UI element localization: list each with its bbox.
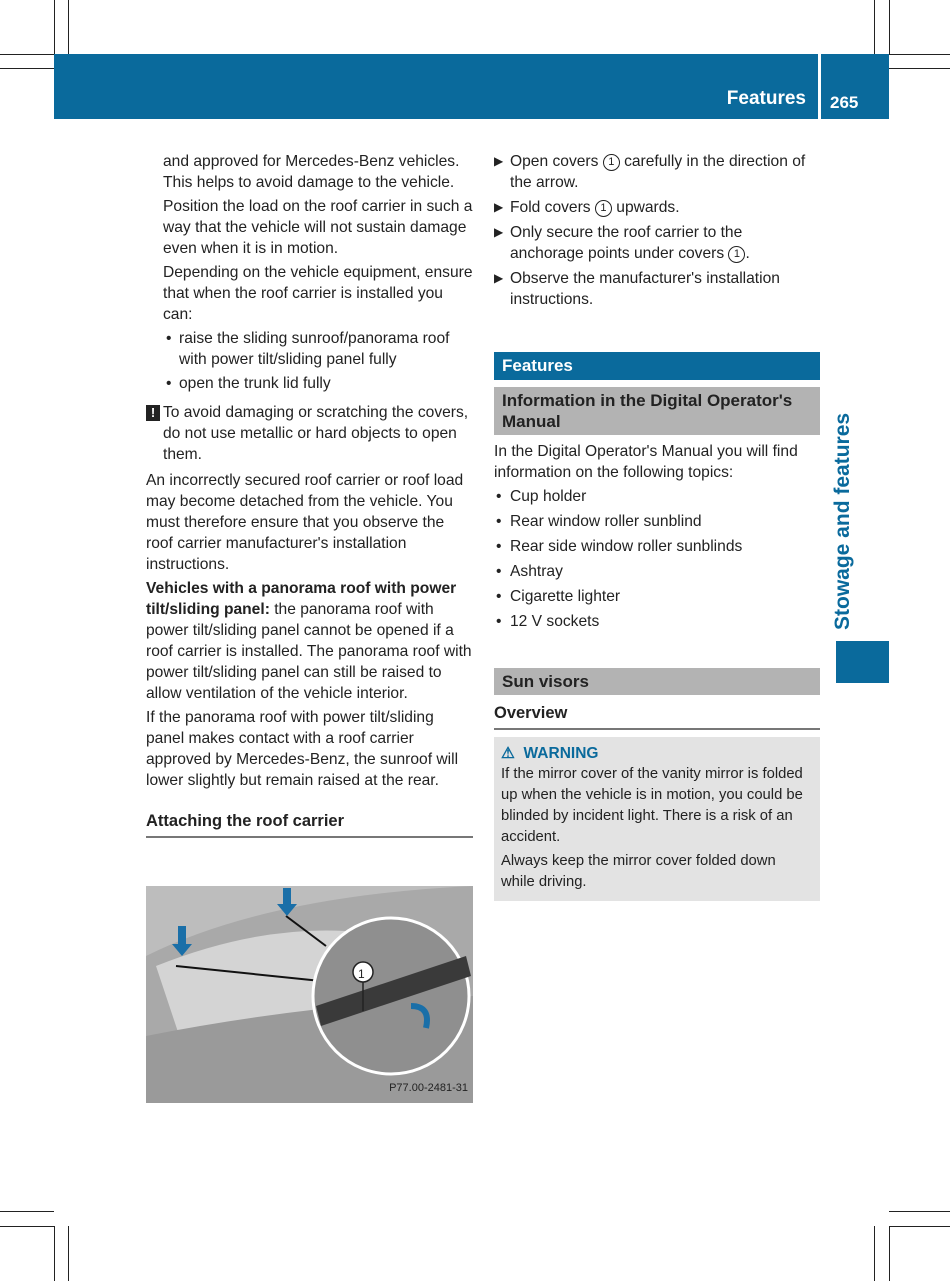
callout-number: 1 xyxy=(595,200,612,217)
right-column xyxy=(494,151,820,901)
callout-number: 1 xyxy=(728,246,745,263)
step-arrow-icon: ▶ xyxy=(494,225,504,239)
warning-triangle-icon: ⚠ xyxy=(501,745,515,762)
paragraph xyxy=(146,578,473,704)
crop-mark xyxy=(889,68,950,69)
instruction-step: ▶ Open covers 1 carefully in the direction of the arrow. xyxy=(494,153,806,191)
crop-mark xyxy=(0,1211,54,1212)
topic-heading: Information in the Digital Operator's Manual xyxy=(494,387,820,435)
crop-mark xyxy=(54,1226,55,1281)
callout-number: 1 xyxy=(358,967,365,981)
step-arrow-icon: ▶ xyxy=(494,200,504,214)
paragraph: Position the load on the roof carrier in such a way that the vehicle will not sustain damage even when it is in motion. xyxy=(163,198,473,257)
callout-number: 1 xyxy=(603,154,620,171)
warning-box xyxy=(494,737,820,901)
left-column xyxy=(146,151,473,838)
step-arrow-icon: ▶ xyxy=(494,154,504,168)
crop-mark xyxy=(874,0,875,54)
roof-carrier-illustration xyxy=(146,886,473,1103)
crop-mark xyxy=(889,54,950,55)
header-divider xyxy=(818,54,821,119)
section-heading: Features xyxy=(494,352,820,380)
crop-mark xyxy=(54,0,55,54)
paragraph: If the panorama roof with power tilt/sliding panel makes contact with a roof carrier approved by Mercedes-Benz, the sunroof will lower slightly but remain raised at the rear. xyxy=(146,709,459,789)
side-tab-marker xyxy=(836,641,889,683)
paragraph-text: the panorama roof with power tilt/sliding panel cannot be opened if a roof carrier is installed. The panorama roof with power tilt/sliding panel can still be raised to allow ventilation of the vehicle interior. xyxy=(146,601,472,702)
list-item: • Ashtray xyxy=(494,561,820,582)
page-header xyxy=(54,54,889,119)
crop-mark xyxy=(889,1211,950,1212)
list-item: • Rear side window roller sunblinds xyxy=(494,536,820,557)
caution-note xyxy=(146,402,473,465)
crop-mark xyxy=(68,0,69,54)
exclamation-icon: ! xyxy=(146,405,160,421)
paragraph: An incorrectly secured roof carrier or roof load may become detached from the vehicle. You must therefore ensure that you observe the roof carrier manufacturer's installation instructions. xyxy=(146,472,464,573)
topic-heading: Sun visors xyxy=(494,668,820,695)
instruction-step: ▶ Fold covers 1 upwards. xyxy=(494,199,680,216)
page-number: 265 xyxy=(830,93,859,112)
step-arrow-icon: ▶ xyxy=(494,271,504,285)
paragraph: Depending on the vehicle equipment, ensure that when the roof carrier is installed you can: xyxy=(163,264,473,323)
header-title: Features xyxy=(726,88,806,109)
paragraph: and approved for Mercedes-Benz vehicles. This helps to avoid damage to the vehicle. xyxy=(163,153,460,191)
paragraph-lead: Vehicles with a panorama roof with power tilt/sliding panel: xyxy=(146,580,457,618)
figure-code: P77.00-2481-31 xyxy=(389,1082,468,1094)
crop-mark xyxy=(889,1226,950,1227)
crop-mark xyxy=(0,54,54,55)
paragraph: In the Digital Operator's Manual you will find information on the following topics: xyxy=(494,443,798,481)
note-text: To avoid damaging or scratching the covers, do not use metallic or hard objects to open them. xyxy=(163,404,469,463)
crop-mark xyxy=(889,1226,890,1281)
crop-mark xyxy=(68,1226,69,1281)
list-item: • open the trunk lid fully xyxy=(146,373,473,394)
crop-mark xyxy=(0,1226,54,1227)
instruction-step: ▶ Only secure the roof carrier to the anchorage points under covers 1 . xyxy=(494,224,750,262)
subheading: Attaching the roof carrier xyxy=(146,811,473,838)
list-item: • Rear window roller sunblind xyxy=(494,511,820,532)
car-roof-drawing xyxy=(146,886,473,1103)
instruction-step: ▶ Observe the manufacturer's installation instructions. xyxy=(494,270,780,308)
subheading: Overview xyxy=(494,703,820,730)
warning-text: Always keep the mirror cover folded down while driving. xyxy=(501,853,776,890)
crop-mark xyxy=(889,0,890,54)
crop-mark xyxy=(874,1226,875,1281)
list-item: • Cigarette lighter xyxy=(494,586,820,607)
list-item: • 12 V sockets xyxy=(494,611,820,632)
crop-mark xyxy=(0,68,54,69)
list-item: • Cup holder xyxy=(494,486,820,507)
warning-text: If the mirror cover of the vanity mirror is folded up when the vehicle is in motion, you could be blinded by incident light. There is a risk of an accident. xyxy=(501,766,803,845)
side-tab-label: Stowage and features xyxy=(831,412,854,630)
list-item: • raise the sliding sunroof/panorama roof with power tilt/sliding panel fully xyxy=(146,328,473,370)
warning-header: ⚠ WARNING xyxy=(501,745,599,762)
